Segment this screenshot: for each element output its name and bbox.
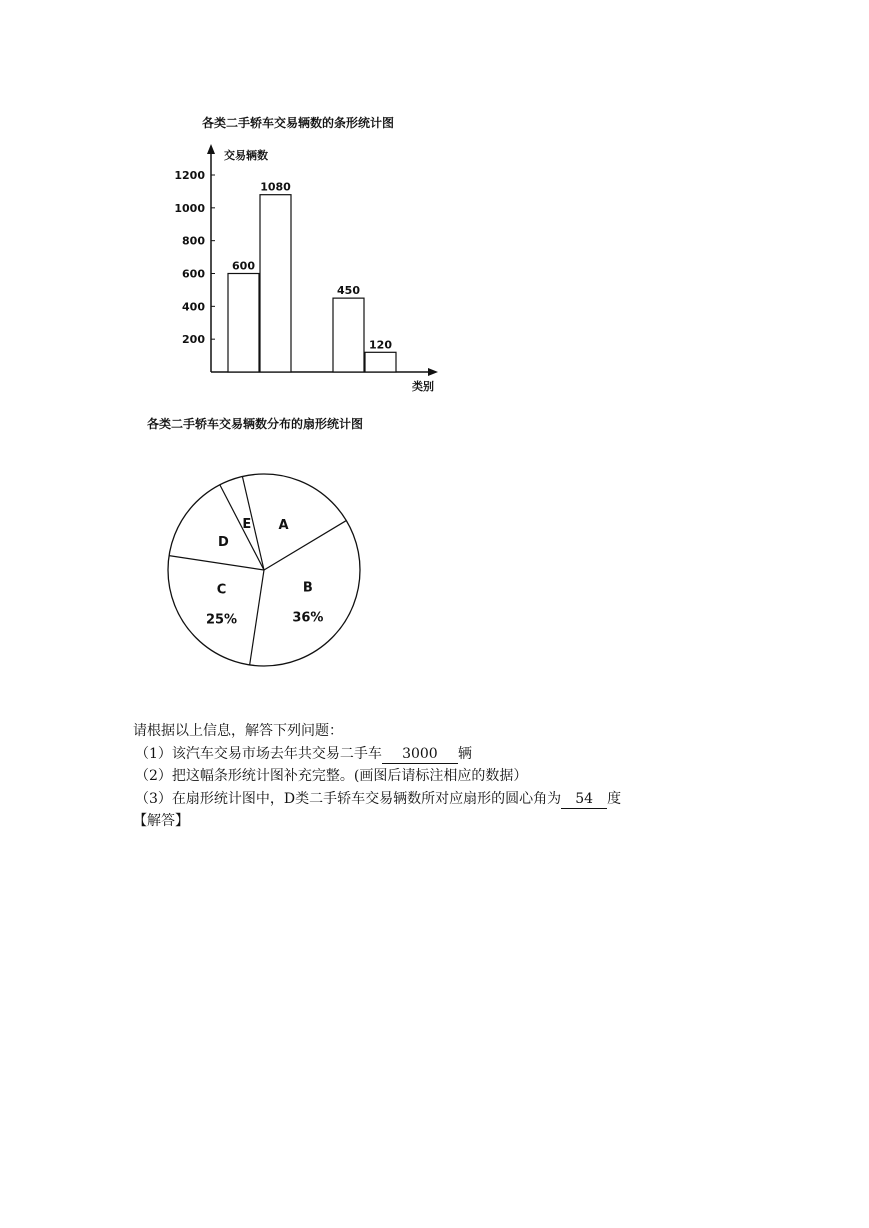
bar-value-label-A: 600 [232, 259, 255, 273]
question-3 [133, 788, 621, 811]
bar-chart [0, 0, 869, 420]
question-2: （2）把这幅条形统计图补充完整。(画图后请标注相应的数据） [135, 768, 528, 784]
pie-slice-label-C: C [216, 582, 227, 598]
bar-value-label-B: 1080 [260, 180, 291, 194]
q1-answer: 3000 [382, 746, 458, 764]
bar-value-label-D: 450 [337, 284, 360, 298]
question-1 [133, 743, 621, 766]
bar-B [260, 195, 291, 372]
pie-chart [0, 410, 869, 670]
answer-label: 【解答】 [133, 813, 189, 829]
q3-prefix: （3）在扇形统计图中，D类二手轿车交易辆数所对应扇形的圆心角为 [135, 790, 562, 807]
bar-chart-xlabel: 类别 [412, 380, 434, 393]
bar-chart-title: 各类二手轿车交易辆数的条形统计图 [202, 116, 395, 130]
intro-line: 请根据以上信息，解答下列问题： [133, 723, 343, 739]
bar-D [333, 298, 364, 372]
pie-slice-label-B: B [302, 580, 313, 596]
bar-A [228, 274, 259, 373]
q1-suffix: 辆 [457, 745, 472, 762]
x-axis-arrow [428, 368, 438, 376]
q1-prefix: （1）该汽车交易市场去年共交易二手车 [135, 745, 382, 762]
y-tick-label: 600 [182, 267, 205, 281]
pie-chart-title: 各类二手轿车交易辆数分布的扇形统计图 [147, 417, 364, 431]
q3-suffix: 度 [607, 790, 622, 807]
q3-answer: 54 [561, 791, 607, 809]
y-tick-label: 800 [182, 234, 205, 248]
y-tick-label: 1000 [174, 201, 205, 215]
pie-slice-label-E: E [242, 517, 252, 533]
question-text [133, 720, 621, 833]
y-tick-label: 400 [182, 300, 205, 314]
y-axis-arrow [207, 144, 215, 154]
pie-slice-percent-B: 36% [292, 610, 324, 626]
pie-slice-label-A: A [278, 518, 289, 534]
pie-slice-percent-C: 25% [205, 612, 238, 628]
bar-chart-ylabel: 交易辆数 [224, 149, 268, 162]
pie-slice-label-D: D [218, 534, 229, 550]
bar-value-label-E: 120 [369, 338, 392, 352]
bar-E [365, 352, 396, 372]
y-tick-label: 1200 [174, 169, 205, 182]
y-tick-label: 200 [182, 333, 205, 347]
